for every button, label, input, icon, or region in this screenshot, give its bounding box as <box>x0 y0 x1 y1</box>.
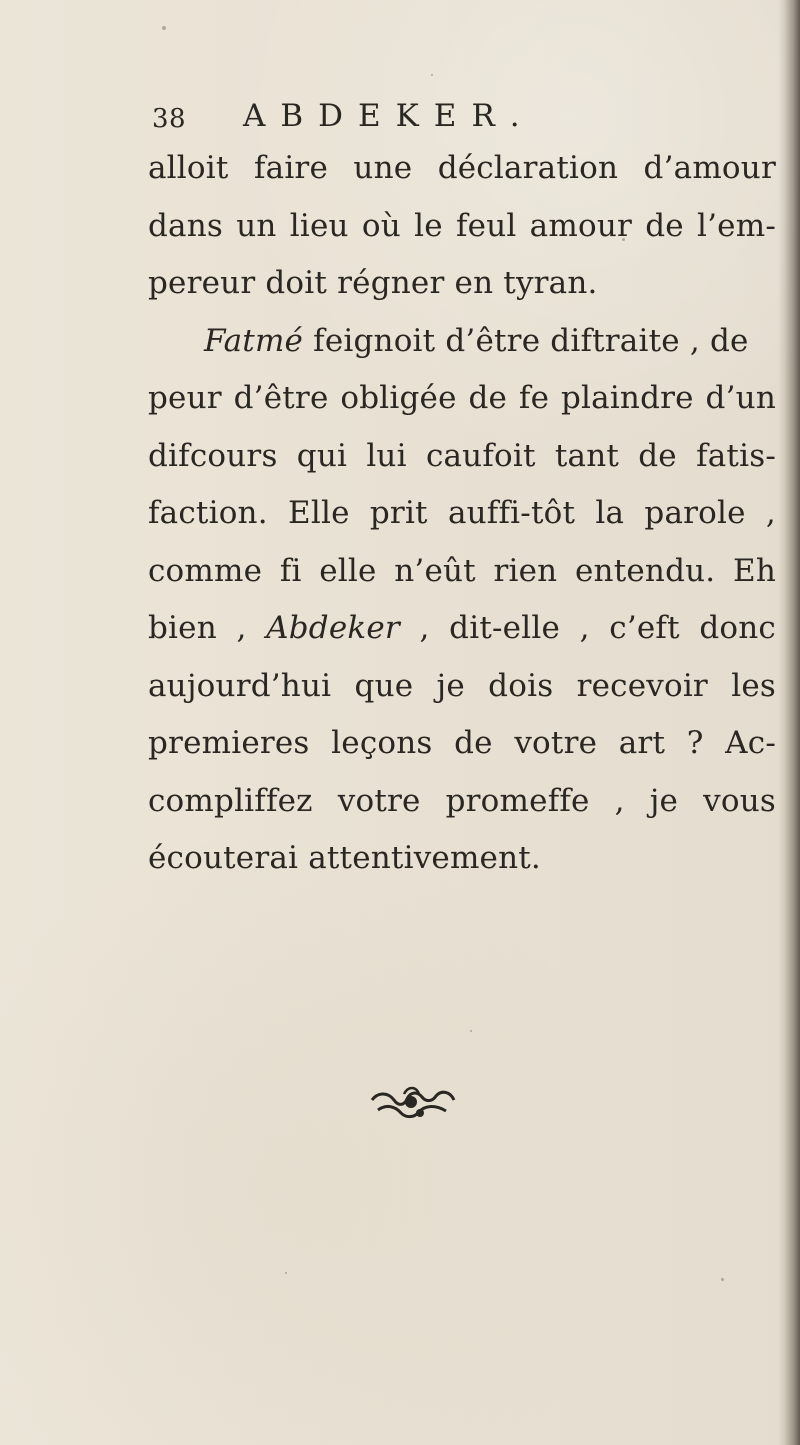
italic-name: Abdeker <box>266 610 400 646</box>
text-line-content: pereur doit régner en tyran. <box>148 265 598 301</box>
text-line-content: écouterai attentivement. <box>148 840 541 876</box>
page-header <box>152 96 672 136</box>
text-line <box>148 600 776 658</box>
page-number: 38 <box>152 104 187 134</box>
text-line-content: difcours qui lui caufoit tant de fatis- <box>148 437 776 474</box>
text-line <box>148 715 776 773</box>
paper-speck <box>431 74 433 76</box>
text-line-content: faction. Elle prit auffi-tôt la parole , <box>148 495 776 531</box>
text-line <box>148 658 776 716</box>
text-line <box>148 255 776 313</box>
text-line <box>148 428 776 486</box>
text-line <box>148 773 776 831</box>
running-title: ABDEKER. <box>243 98 535 134</box>
paper-speck <box>162 26 166 30</box>
italic-name: Fatmé <box>204 322 304 359</box>
text-line <box>148 140 776 198</box>
text-line <box>148 370 776 428</box>
text-line-content: comme fi elle n’eût rien entendu. Eh <box>148 552 776 589</box>
text-line-content: alloit faire une déclaration d’amour <box>148 150 776 186</box>
body-text <box>148 140 776 888</box>
text-fragment: bien , <box>148 610 267 646</box>
text-fragment: feignoit d’être diftraite , de <box>303 322 749 359</box>
text-fragment: , dit-elle , c’eft donc <box>399 610 776 646</box>
text-line <box>148 313 776 371</box>
text-line <box>148 485 776 543</box>
text-line <box>148 830 776 888</box>
text-line <box>148 198 776 256</box>
text-line <box>148 543 776 601</box>
text-line-content: dans un lieu où le feul amour de l’em- <box>148 207 776 244</box>
text-line-content: compliffez votre promeffe , je vous <box>148 782 776 819</box>
text-line-content: peur d’être obligée de fe plaindre d’un <box>148 380 776 416</box>
text-line-content: premieres leçons de votre art ? Ac- <box>148 725 776 761</box>
paper-speck <box>470 1030 472 1032</box>
printer-ornament-icon <box>364 1082 460 1124</box>
text-line-content: aujourd’hui que je dois recevoir les <box>148 667 776 704</box>
paper-speck <box>721 1278 724 1281</box>
page-edge-shadow <box>778 0 800 1445</box>
paper-speck <box>285 1272 287 1274</box>
